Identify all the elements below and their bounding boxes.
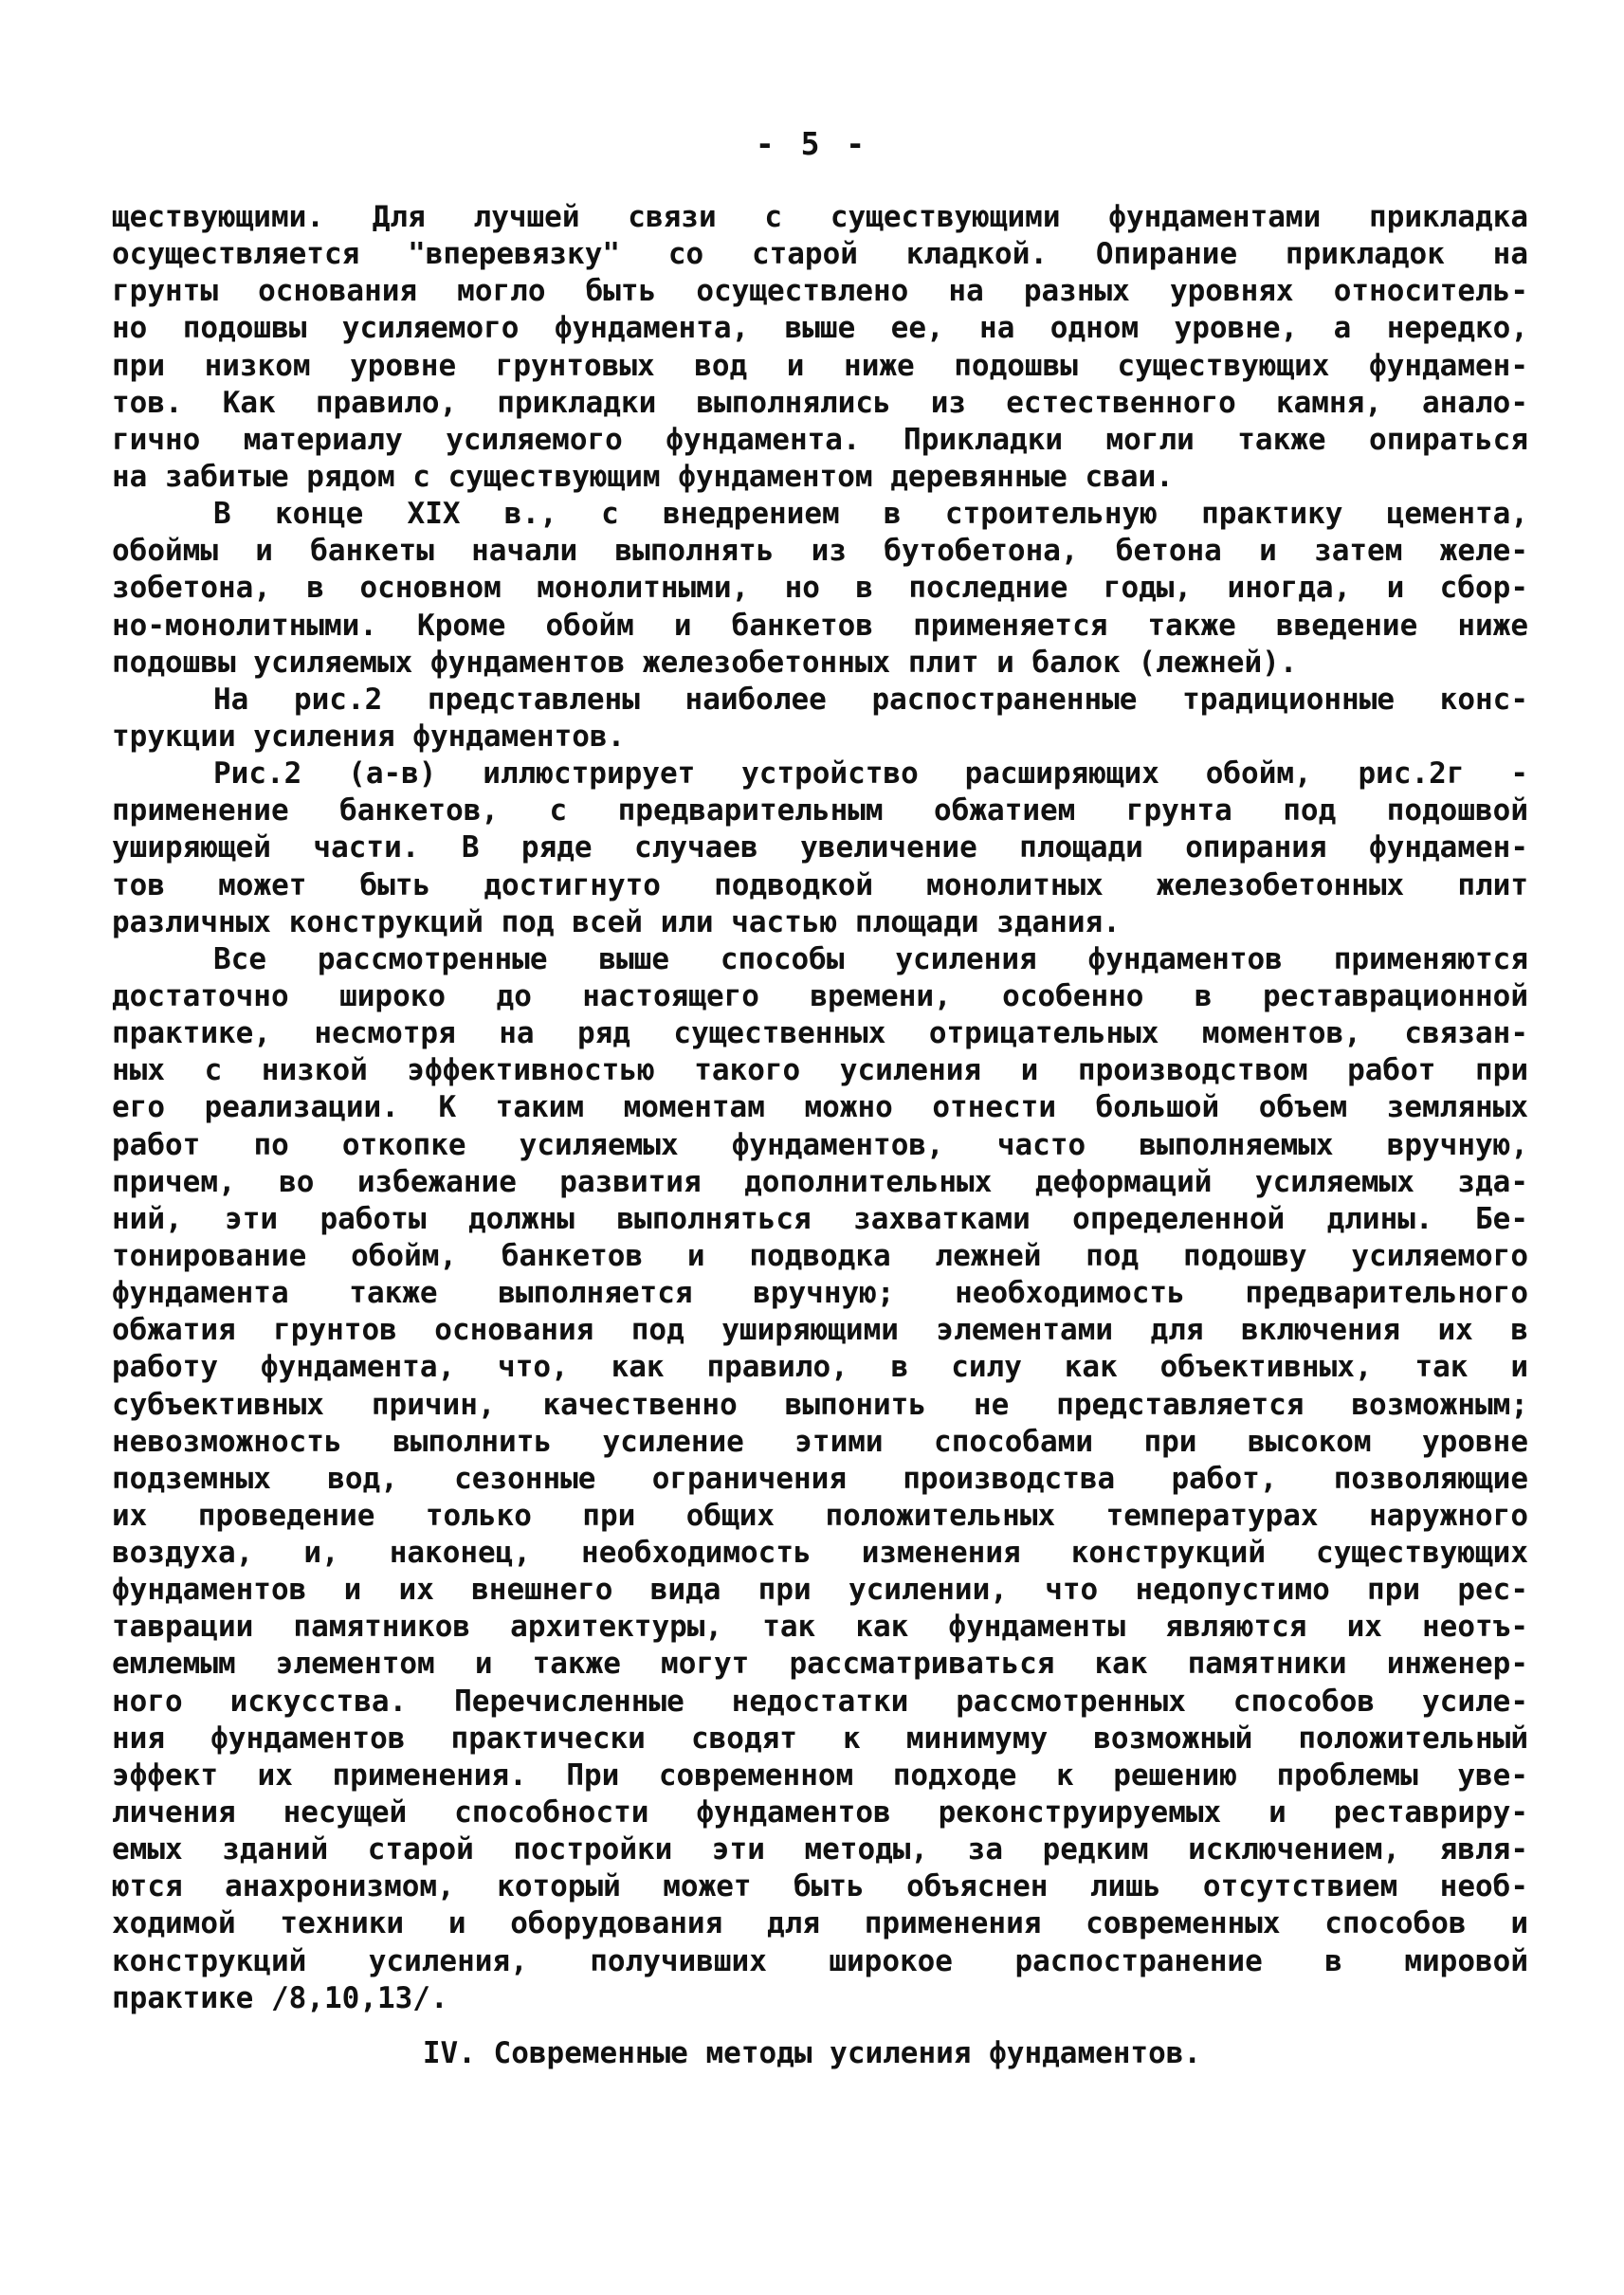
- text-line: невозможность выполнить усиление этими способами при высоком уровне: [112, 1424, 1528, 1459]
- text-line: трукции усиления фундаментов.: [112, 719, 626, 754]
- text-line: ных с низкой эффективностью такого усиления и производством работ при: [112, 1053, 1528, 1088]
- text-line: применение банкетов, с предварительным обжатием грунта под подошвой: [112, 793, 1528, 829]
- text-line: практике /8,10,13/.: [112, 1980, 448, 2015]
- text-line: ний, эти работы должны выполняться захватками определенной длины. Бе-: [112, 1201, 1528, 1236]
- text-line: ного искусства. Перечисленные недостатки рассмотренных способов усиле-: [112, 1684, 1528, 1719]
- paragraph-first-line: На рис.2 представлены наиболее распостраненные традиционные конс-: [213, 682, 1528, 717]
- text-line: зобетона, в основном монолитными, но в последние годы, иногда, и сбор-: [112, 571, 1528, 606]
- text-line: тов. Как правило, прикладки выполнялись из естественного камня, анало-: [112, 385, 1528, 420]
- text-line: при низком уровне грунтовых вод и ниже подошвы существующих фундамен-: [112, 348, 1528, 383]
- paragraph-first-line: В конце XIX в., с внедрением в строительную практику цемента,: [213, 497, 1528, 532]
- text-line: но-монолитными. Кроме обойм и банкетов применяется также введение ниже: [112, 608, 1528, 643]
- text-line: работу фундамента, что, как правило, в силу как объективных, так и: [112, 1350, 1528, 1385]
- text-line: на забитые рядом с существующим фундаментом деревянные сваи.: [112, 459, 1174, 494]
- text-line: субъективных причин, качественно выпонить не представляется возможным;: [112, 1387, 1528, 1422]
- text-line: грунты основания могло быть осуществлено на разных уровнях относитель-: [112, 274, 1528, 309]
- text-line: емых зданий старой постройки эти методы, за редким исключением, явля-: [112, 1832, 1528, 1867]
- text-line: осуществляется "вперевязку" со старой кладкой. Опирание прикладок на: [112, 237, 1528, 272]
- text-line: ходимой техники и оборудования для применения современных способов и: [112, 1906, 1528, 1941]
- text-line: личения несущей способности фундаментов реконструируемых и реставриру-: [112, 1795, 1528, 1831]
- text-line: гично материалу усиляемого фундамента. Прикладки могли также опираться: [112, 422, 1528, 457]
- text-line: его реализации. К таким моментам можно отнести большой объем земляных: [112, 1090, 1528, 1125]
- text-line: конструкций усиления, получивших широкое распостранение в мировой: [112, 1943, 1528, 1978]
- text-line: обжатия грунтов основания под уширяющими элементами для включения их в: [112, 1313, 1528, 1348]
- text-line: эффект их применения. При современном подходе к решению проблемы уве-: [112, 1758, 1528, 1793]
- page-number: - 5 -: [755, 125, 869, 162]
- text-line: но подошвы усиляемого фундамента, выше ее, на одном уровне, а нередко,: [112, 311, 1528, 346]
- text-line: таврации памятников архитектуры, так как фундаменты являются их неотъ-: [112, 1610, 1528, 1645]
- text-line: работ по откопке усиляемых фундаментов, часто выполняемых вручную,: [112, 1127, 1528, 1162]
- text-line: фундамента также выполняется вручную; необходимость предварительного: [112, 1276, 1528, 1311]
- text-line: подземных вод, сезонные ограничения производства работ, позволяющие: [112, 1461, 1528, 1496]
- text-line: различных конструкций под всей или частью площади здания.: [112, 904, 1121, 939]
- text-line: достаточно широко до настоящего времени, особенно в реставрационной: [112, 978, 1528, 1013]
- text-line: обоймы и банкеты начали выполнять из бутобетона, бетона и затем желе-: [112, 534, 1528, 569]
- text-line: емлемым элементом и также могут рассматриваться как памятники инженер-: [112, 1647, 1528, 1682]
- text-line: тов может быть достигнуто подводкой монолитных железобетонных плит: [112, 867, 1528, 902]
- text-line: уширяющей части. В ряде случаев увеличение площади опирания фундамен-: [112, 830, 1528, 865]
- text-line: ния фундаментов практически сводят к минимуму возможный положительный: [112, 1721, 1528, 1756]
- text-line: фундаментов и их внешнего вида при усилении, что недопустимо при рес-: [112, 1573, 1528, 1608]
- text-line: воздуха, и, наконец, необходимость изменения конструкций существующих: [112, 1536, 1528, 1571]
- text-line: их проведение только при общих положительных температурах наружного: [112, 1498, 1528, 1533]
- text-line: практике, несмотря на ряд существенных отрицательных моментов, связан-: [112, 1016, 1528, 1051]
- paragraph-first-line: Рис.2 (а-в) иллюстрирует устройство расширяющих обойм, рис.2г -: [213, 756, 1528, 792]
- text-line: ются анахронизмом, который может быть объяснен лишь отсутствием необ-: [112, 1869, 1528, 1904]
- text-line: ществующими. Для лучшей связи с существующими фундаментами прикладка: [112, 200, 1528, 234]
- section-heading: IV. Современные методы усиления фундаментов.: [422, 2036, 1202, 2070]
- text-line: причем, во избежание развития дополнительных деформаций усиляемых зда-: [112, 1164, 1528, 1199]
- body-text: [112, 199, 1528, 2017]
- text-line: тонирование обойм, банкетов и подводка лежней под подошву усиляемого: [112, 1238, 1528, 1273]
- paragraph-first-line: Все рассмотренные выше способы усиления фундаментов применяются: [213, 941, 1528, 976]
- text-line: подошвы усиляемых фундаментов железобетонных плит и балок (лежней).: [112, 645, 1298, 680]
